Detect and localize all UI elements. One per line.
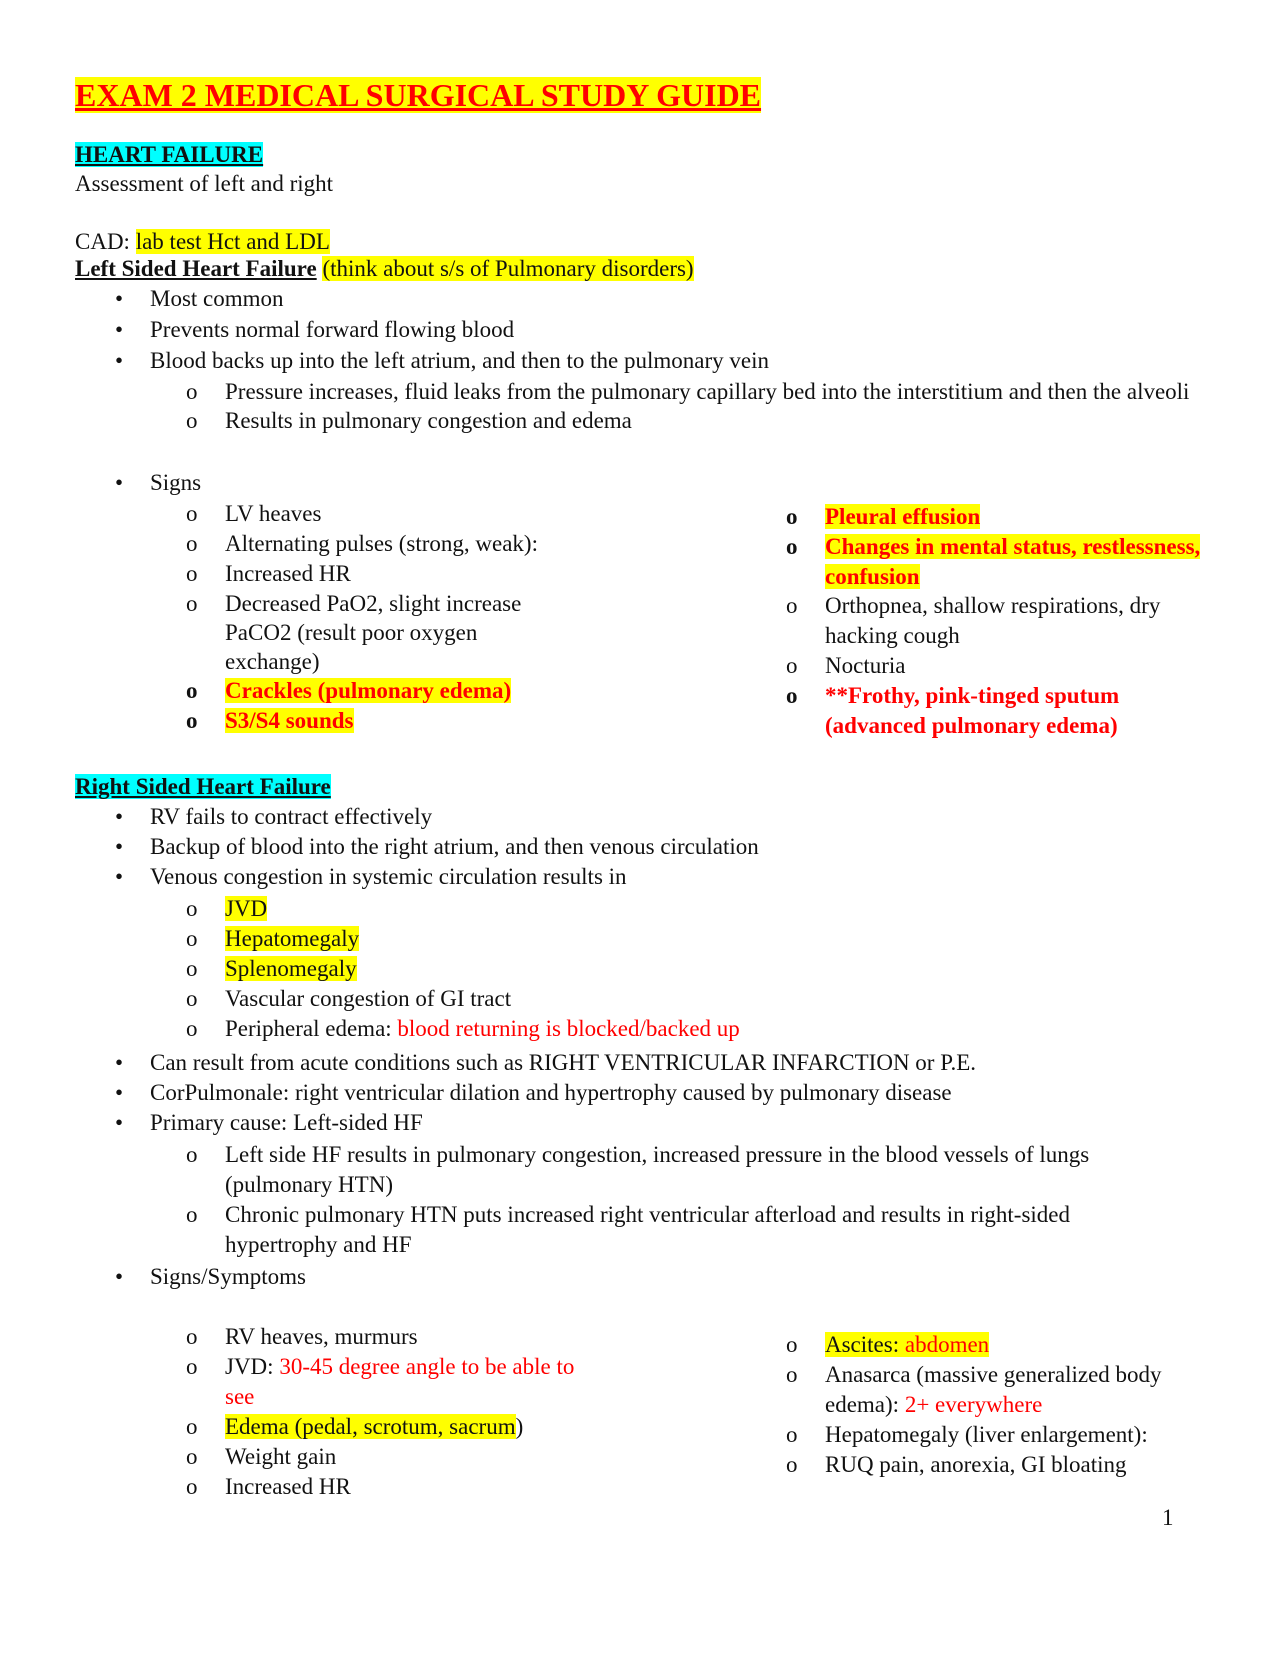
list-item: • Signs/Symptoms — [75, 1262, 675, 1292]
right-hf-heading: Right Sided Heart Failure — [75, 774, 331, 799]
list-item: o Increased HR — [150, 1472, 590, 1502]
list-item: • Most common — [75, 284, 1195, 314]
list-item: • CorPulmonale: right ventricular dilation and hypertrophy caused by pulmonary disease — [75, 1078, 1195, 1108]
list-item: • Backup of blood into the right atrium, and then venous circulation — [75, 832, 1195, 862]
left-hf-signs-left — [150, 499, 570, 736]
list-item: o Chronic pulmonary HTN puts increased right ventricular afterload and results in right-sided hypertrophy and HF — [150, 1200, 1130, 1260]
left-hf-sub-bullets — [150, 377, 1200, 436]
list-item: o Pleural effusion — [750, 502, 1210, 532]
assessment-text: Assessment of left and right — [75, 171, 334, 196]
list-item: o Vascular congestion of GI tract — [150, 984, 1200, 1014]
list-item: o Alternating pulses (strong, weak): — [150, 529, 570, 559]
list-item: • Prevents normal forward flowing blood — [75, 315, 1195, 345]
list-item: o Results in pulmonary congestion and edema — [150, 406, 1200, 436]
right-hf-bullets-a — [75, 802, 1195, 892]
list-item: • Blood backs up into the left atrium, and then to the pulmonary vein — [75, 346, 1195, 376]
list-item: o S3/S4 sounds — [150, 706, 570, 736]
list-item: • Signs — [75, 468, 675, 498]
list-item: o Nocturia — [750, 651, 1210, 681]
list-item: o Anasarca (massive generalized body edema): 2+ everywhere — [750, 1360, 1210, 1420]
document-title: EXAM 2 MEDICAL SURGICAL STUDY GUIDE — [75, 77, 762, 113]
list-item: • Primary cause: Left-sided HF — [75, 1108, 1195, 1138]
list-item: o Weight gain — [150, 1442, 590, 1472]
left-hf-bullets — [75, 284, 1195, 376]
list-item: o Hepatomegaly (liver enlargement): — [750, 1420, 1210, 1450]
list-item: o Crackles (pulmonary edema) — [150, 676, 570, 706]
right-hf-congestion — [150, 894, 1200, 1044]
right-hf-bullets-b — [75, 1048, 1195, 1138]
list-item: o Peripheral edema: blood returning is blocked/backed up — [150, 1014, 1200, 1044]
cad-line: CAD: lab test Hct and LDL — [75, 229, 330, 254]
page-number: 1 — [1162, 1505, 1174, 1530]
left-hf-signs-right — [750, 502, 1210, 741]
list-item: o Increased HR — [150, 559, 570, 589]
right-hf-signs-right — [750, 1330, 1210, 1480]
list-item: o RUQ pain, anorexia, GI bloating — [750, 1450, 1210, 1480]
list-item: o Edema (pedal, scrotum, sacrum) — [150, 1412, 590, 1442]
list-item: • Can result from acute conditions such as RIGHT VENTRICULAR INFARCTION or P.E. — [75, 1048, 1195, 1078]
left-hf-signs — [75, 468, 675, 498]
right-hf-cause-sub — [150, 1140, 1130, 1260]
list-item: o Decreased PaO2, slight increase PaCO2 (result poor oxygen exchange) — [150, 589, 570, 676]
list-item: o Ascites: abdomen — [750, 1330, 1210, 1360]
list-item: • Venous congestion in systemic circulation results in — [75, 862, 1195, 892]
right-hf-signs — [75, 1262, 675, 1292]
list-item: o Left side HF results in pulmonary congestion, increased pressure in the blood vessels of lungs (pulmonary HTN) — [150, 1140, 1130, 1200]
heart-failure-heading: HEART FAILURE — [75, 142, 264, 167]
right-hf-signs-left — [150, 1322, 590, 1502]
list-item: o LV heaves — [150, 499, 570, 529]
list-item: o **Frothy, pink-tinged sputum (advanced pulmonary edema) — [750, 681, 1210, 741]
list-item: o Hepatomegaly — [150, 924, 1200, 954]
left-hf-heading: Left Sided Heart Failure (think about s/s of Pulmonary disorders) — [75, 256, 694, 281]
list-item: o RV heaves, murmurs — [150, 1322, 590, 1352]
list-item: • RV fails to contract effectively — [75, 802, 1195, 832]
list-item: o Pressure increases, fluid leaks from the pulmonary capillary bed into the interstitium and then the alveoli — [150, 377, 1200, 407]
list-item: o Splenomegaly — [150, 954, 1200, 984]
list-item: o Changes in mental status, restlessness, confusion — [750, 532, 1210, 592]
list-item: o Orthopnea, shallow respirations, dry hacking cough — [750, 591, 1210, 651]
list-item: o JVD — [150, 894, 1200, 924]
list-item: o JVD: 30-45 degree angle to be able to see — [150, 1352, 590, 1412]
